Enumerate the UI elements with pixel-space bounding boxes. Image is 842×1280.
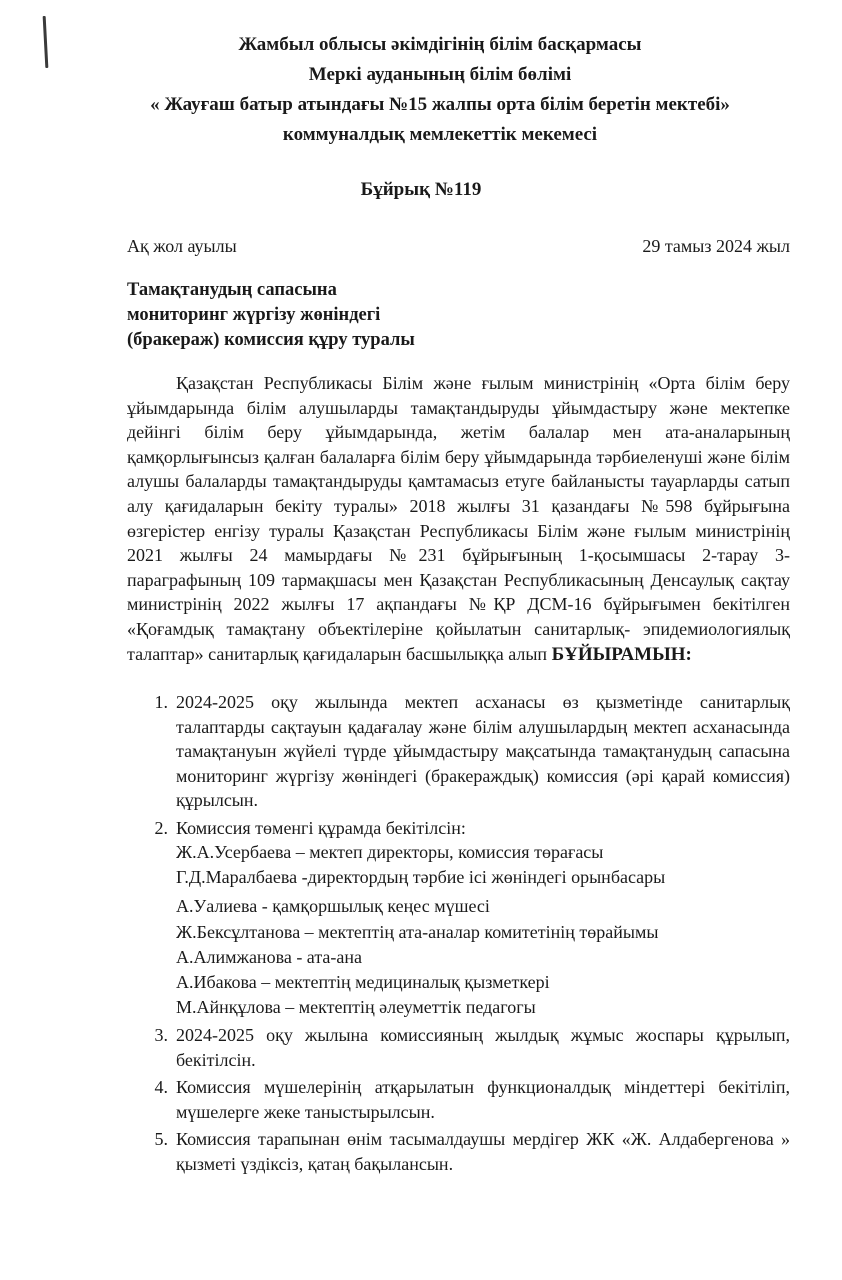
item-number: 5. [154, 1129, 168, 1150]
item-number: 4. [154, 1077, 168, 1098]
header-line-4: коммуналдық мемлекеттік мекемесі [282, 124, 598, 145]
header-line-3: « Жауғаш батыр атындағы №15 жалпы орта білім беретін мектебі» [150, 94, 730, 115]
item-text: Комиссия төменгі құрамда бекітілсін: [176, 817, 466, 838]
member-line: А.Уалиева - қамқоршылық кеңес мүшесі [176, 896, 490, 917]
item-text: 2024-2025 оқу жылында мектеп асханасы өз қызметінде санитарлық талаптарды сақтауын қадағалау және білім алушылардың мектеп асханасында тамақтануын жүйелі түрде ұйымдастыру мақсатында тамақтанудың сапасына мониторинг жүргізу жөніндегі (бракераждық) комиссия (әрі қарай комиссия) құрылсын. [176, 692, 790, 810]
header-line-1: Жамбыл облысы әкімдігінің білім басқармасы [238, 34, 642, 55]
subject-line-1: Тамақтанудың сапасына [127, 280, 337, 300]
order-place: Ақ жол ауылы [127, 236, 237, 256]
item-number: 3. [154, 1025, 168, 1046]
member-line: Ж.Бексұлтанова – мектептің ата-аналар комитетінің төрайымы [176, 921, 659, 942]
item-text: Комиссия мүшелерінің атқарылатын функционалдық міндеттері бекітіліп, мүшелерге жеке таныстырылсын. [176, 1077, 790, 1122]
subject-line-2: мониторинг жүргізу жөніндегі [127, 305, 381, 325]
preamble-paragraph [127, 371, 790, 667]
member-line: А.Ибакова – мектептің медициналық қызметкері [176, 972, 550, 993]
order-subject [127, 278, 415, 353]
member-line: М.Айнқұлова – мектептің әлеуметтік педагогы [176, 997, 536, 1018]
member-line: Ж.А.Усербаева – мектеп директоры, комиссия төрағасы [176, 842, 604, 862]
header-line-2: Меркі ауданының білім бөлімі [308, 64, 572, 85]
item-number: 2. [154, 817, 168, 838]
order-date: 29 тамыз 2024 жыл [642, 236, 790, 256]
order-title: Бұйрық №119 [360, 179, 482, 200]
list-item [127, 816, 790, 1021]
list-item [127, 1075, 790, 1124]
list-item [127, 690, 790, 813]
order-word: БҰЙЫРАМЫН: [551, 643, 692, 665]
list-item [127, 1023, 790, 1072]
commission-members [176, 840, 790, 1020]
item-number: 1. [154, 692, 168, 712]
preamble-text: Қазақстан Республикасы Білім және ғылым министрінің «Орта білім беру ұйымдарында білім алушыларды тамақтандыруды ұйымдастыру және мектепке дейінгі білім беру ұйымдарында, жетім балалар мен ата-аналарының қамқорлығынсыз қалған балаларға білім беру ұйымдарында тәрбиеленуші және білім алушы балаларды тамақтандыруды қамтамасыз етуге байланысты тауарларды сатып алу қағидаларын бекіту туралы» 2018 жылғы 31 қазандағы №598 бұйрығына өзгерістер енгізу туралы Қазақстан Республикасы Білім және ғылым министрінің 2021 жылғы 24 мамырдағы №231 бұйрығының 1-қосымшасы 2-тарау 3-параграфының 109 тармақшасы мен Қазақстан Республикасының Денсаулық сақтау министрінің 2022 жылғы 17 ақпандағы №ҚР ДСМ-16 бұйрығымен бекітілген «Қоғамдық тамақтану объектілеріне қойылатын санитарлық- эпидемиологиялық талаптар» санитарлық қағидаларын басшылыққа алып [127, 373, 790, 664]
scan-mark [43, 16, 49, 68]
list-item [127, 1127, 790, 1176]
item-text: Комиссия тарапынан өнім тасымалдаушы мердігер ЖК «Ж. Алдабергенова » қызметі үздіксіз, қатаң бақылансын. [176, 1129, 790, 1174]
order-items [127, 690, 790, 1179]
member-line: Г.Д.Маралбаева -директордың тәрбие ісі жөніндегі орынбасары [176, 867, 666, 888]
letterhead [60, 30, 820, 150]
member-line: А.Алимжанова - ата-ана [176, 946, 363, 967]
item-text: 2024-2025 оқу жылына комиссияның жылдық жұмыс жоспары құрылып, бекітілсін. [176, 1025, 790, 1070]
subject-line-3: (бракераж) комиссия құру туралы [127, 330, 415, 350]
